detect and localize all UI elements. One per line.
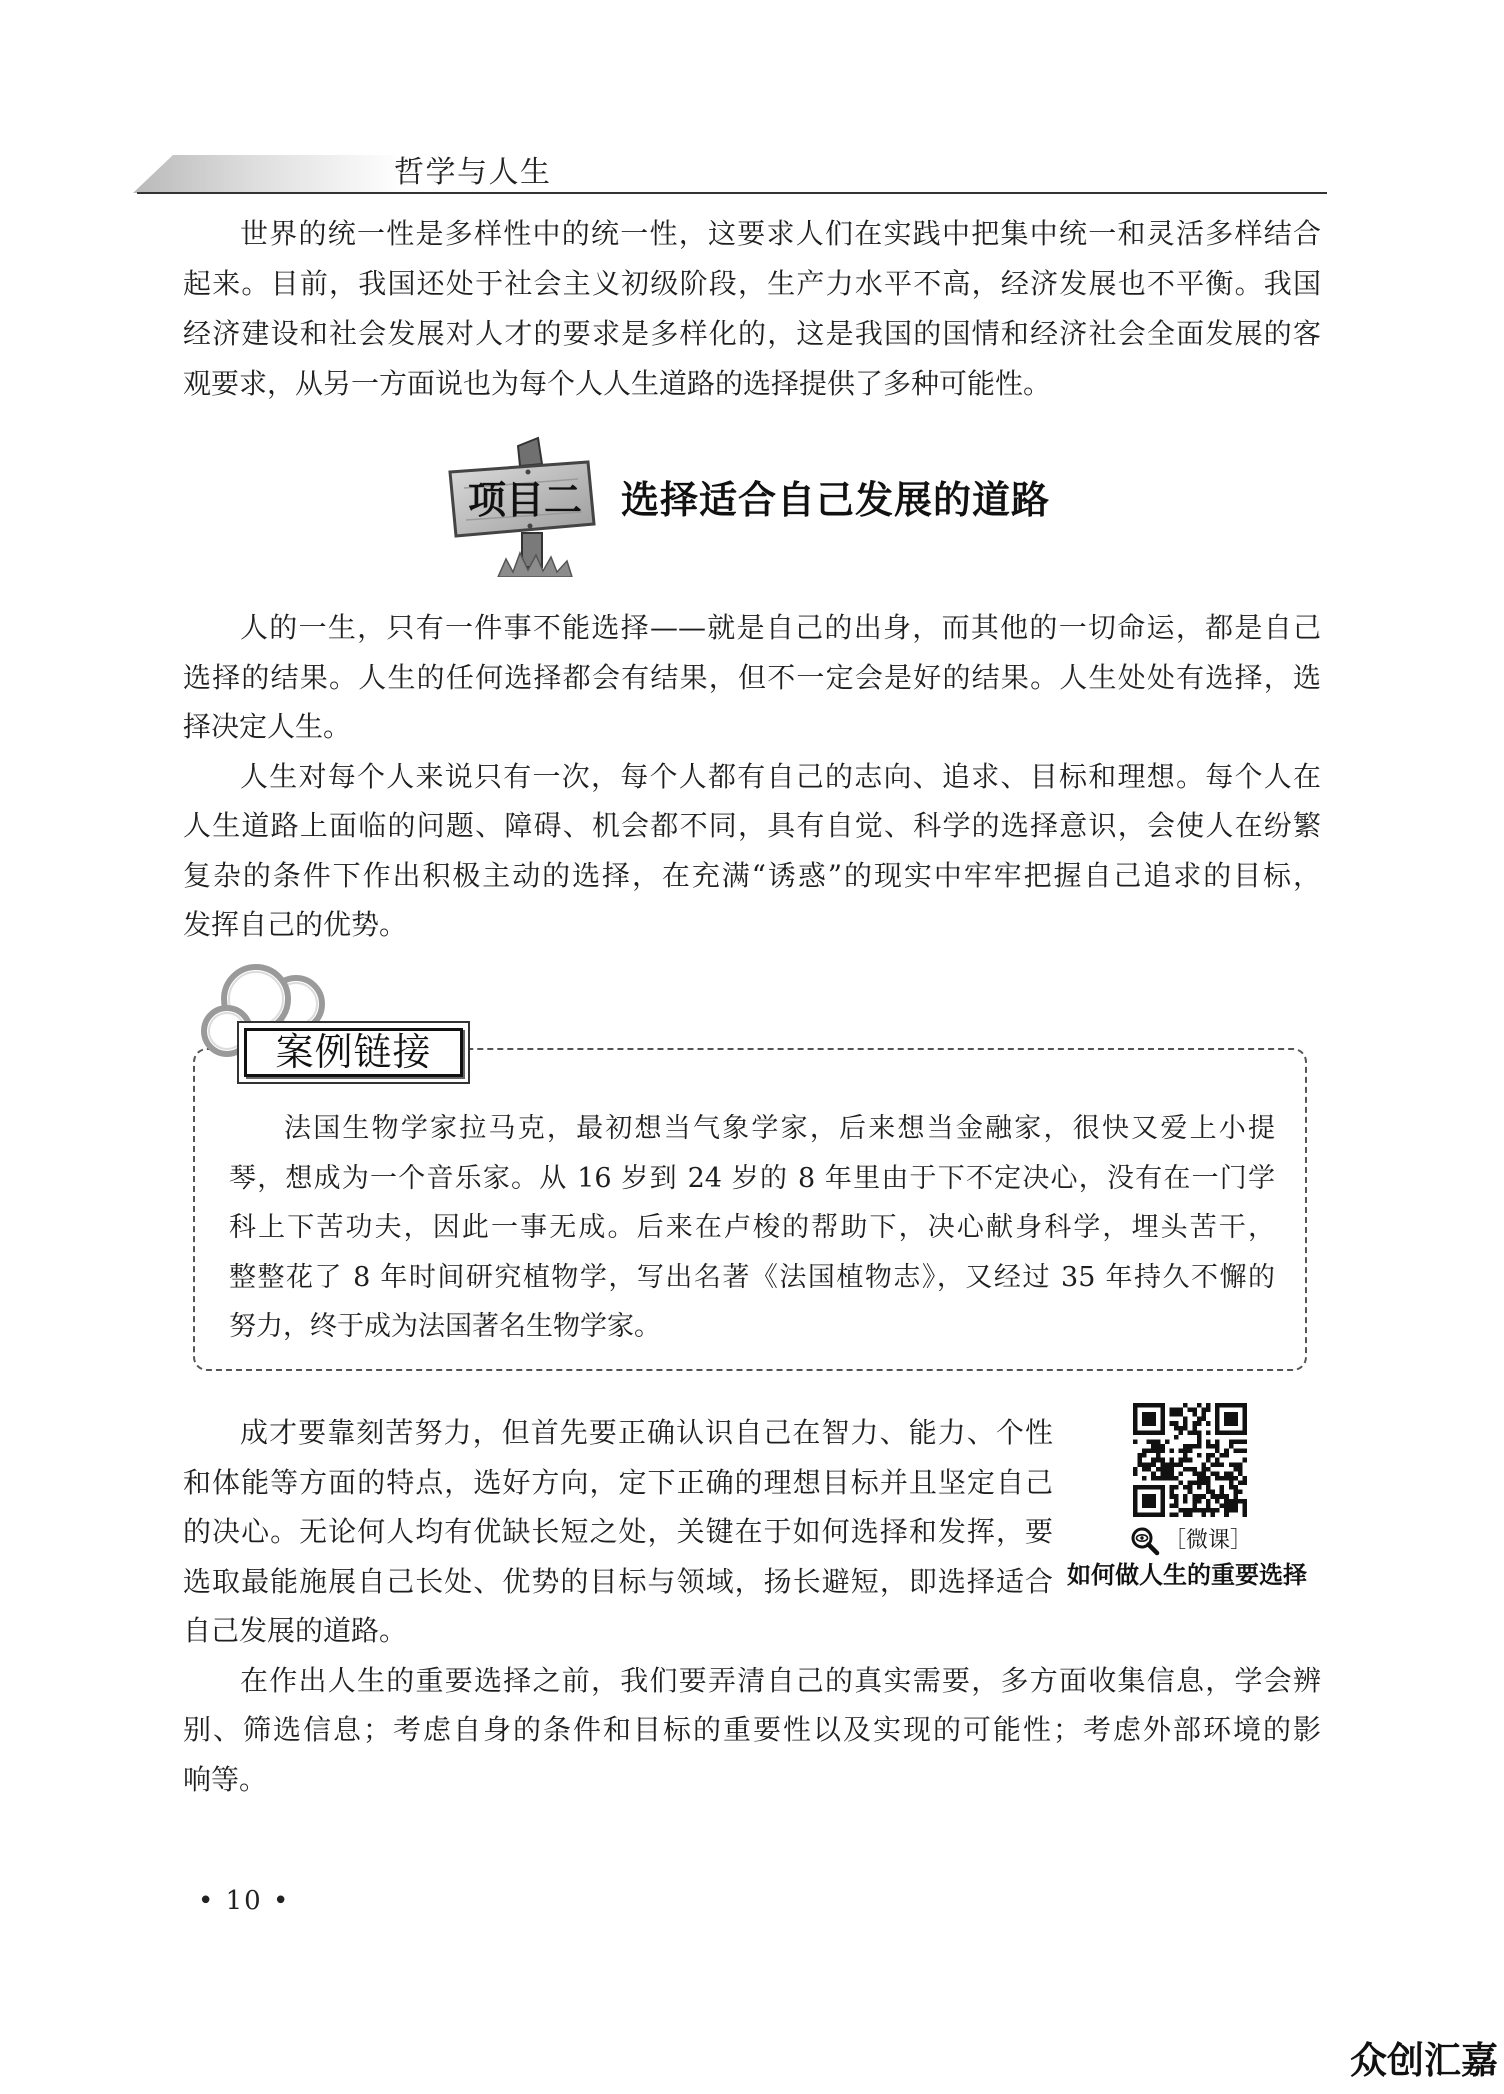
text-line: 选取最能施展自己长处、优势的目标与领域，扬长避短，即选择适合 xyxy=(183,1564,1053,1598)
text-line: 琴，想成为一个音乐家。从 16 岁到 24 岁的 8 年里由于下不定决心，没有在一门学 xyxy=(229,1162,1275,1194)
case-link-text xyxy=(229,1104,1275,1352)
text-line: 自己发展的道路。 xyxy=(183,1614,408,1647)
text-line: 择决定人生。 xyxy=(183,710,352,743)
text-line: 经济建设和社会发展对人才的要求是多样化的，这是我国的国情和经济社会全面发展的客 xyxy=(183,317,1321,350)
text-line: 复杂的条件下作出积极主动的选择，在充满“诱惑”的现实中牢牢把握自己追求的目标， xyxy=(183,858,1321,892)
text-line: 的决心。无论何人均有优缺长短之处，关键在于如何选择和发挥，要 xyxy=(183,1515,1053,1548)
paragraph-world-unity xyxy=(183,209,1321,409)
text-line: 科上下苦功夫，因此一事无成。后来在卢梭的帮助下，决心献身科学，埋头苦干， xyxy=(229,1212,1275,1243)
text-line: 响等。 xyxy=(183,1762,268,1796)
section-title: 选择适合自己发展的道路 xyxy=(621,478,1051,522)
header-wedge-decoration xyxy=(133,153,403,195)
text-line: 起来。目前，我国还处于社会主义初级阶段，生产力水平不高，经济发展也不平衡。我国 xyxy=(183,267,1321,300)
text-line: 成才要靠刻苦努力，但首先要正确认识自己在智力、能力、个性 xyxy=(240,1416,1053,1449)
micro-lesson-caption: 如何做人生的重要选择 xyxy=(1067,1561,1307,1589)
watermark: 众创汇嘉 xyxy=(1350,2039,1498,2082)
header-rule xyxy=(137,192,1327,194)
case-link-tab xyxy=(237,1021,470,1084)
text-line: 发挥自己的优势。 xyxy=(183,908,408,941)
qr-code xyxy=(1133,1403,1247,1517)
text-line: 观要求，从另一方面说也为每个人人生道路的选择提供了多种可能性。 xyxy=(183,367,1052,400)
running-header-title: 哲学与人生 xyxy=(394,155,552,190)
text-line: 人的一生，只有一件事不能选择——就是自己的出身，而其他的一切命运，都是自己 xyxy=(240,611,1321,644)
text-line: 努力，终于成为法国著名生物学家。 xyxy=(229,1311,661,1342)
magnifier-icon xyxy=(1130,1526,1160,1556)
text-line: 选择的结果。人生的任何选择都会有结果，但不一定会是好的结果。人生处处有选择，选 xyxy=(183,660,1321,694)
text-line: 人生对每个人来说只有一次，每个人都有自己的志向、追求、目标和理想。每个人在 xyxy=(240,759,1321,793)
text-line: 世界的统一性是多样性中的统一性，这要求人们在实践中把集中统一和灵活多样结合 xyxy=(240,217,1321,250)
text-line: 人生道路上面临的问题、障碍、机会都不同，具有自觉、科学的选择意识，会使人在纷繁 xyxy=(183,809,1321,842)
text-line: 整整花了 8 年时间研究植物学，写出名著《法国植物志》，又经过 35 年持久不懈的 xyxy=(229,1261,1275,1293)
text-line: 和体能等方面的特点，选好方向，定下正确的理想目标并且坚定自己 xyxy=(183,1465,1053,1499)
text-line: 法国生物学家拉马克，最初想当气象学家，后来想当金融家，很快又爱上小提 xyxy=(284,1113,1275,1144)
micro-lesson-tag: ［微课］ xyxy=(1164,1528,1253,1553)
paragraph-life-once xyxy=(183,752,1321,950)
paragraph-talent xyxy=(183,1408,1053,1656)
page-number: • 10 • xyxy=(198,1886,291,1916)
text-line: 在作出人生的重要选择之前，我们要弄清自己的真实需要，多方面收集信息，学会辨 xyxy=(240,1663,1321,1697)
case-link-title: 案例链接 xyxy=(244,1028,463,1077)
paragraph-before-choosing xyxy=(183,1656,1321,1805)
paragraph-life-choice xyxy=(183,603,1321,752)
text-line: 别、筛选信息；考虑自身的条件和目标的重要性以及实现的可能性；考虑外部环境的影 xyxy=(183,1713,1321,1746)
section-label: 项目二 xyxy=(468,478,583,522)
